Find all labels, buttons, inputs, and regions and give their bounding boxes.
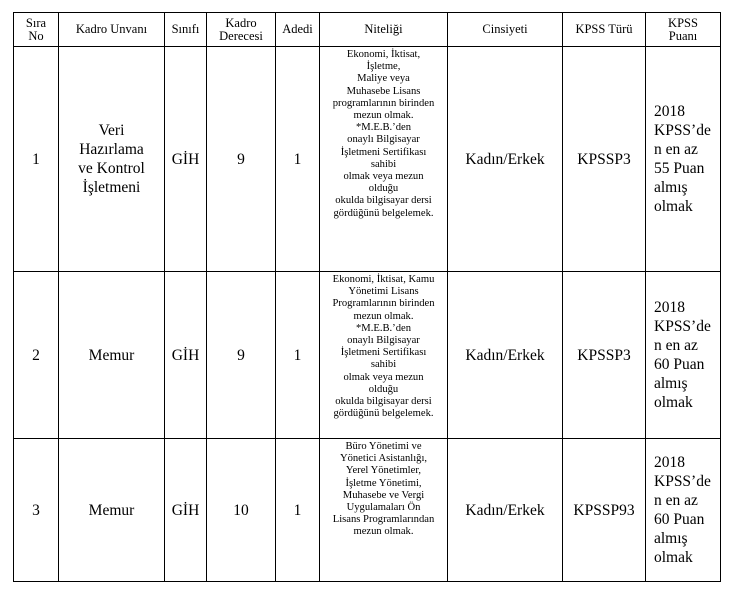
- header-row: [14, 13, 721, 47]
- cell-kadro-derecesi: 9: [207, 272, 276, 439]
- cell-niteligi: Büro Yönetimi ve Yönetici Asistanlığı, Yerel Yönetimler, İşletme Yönetimi, Muhasebe ve Vergi Uygulamaları Ön Lisans Programlarından mezun olmak.: [320, 439, 448, 582]
- table-row: [14, 47, 721, 272]
- cell-sira-no: 3: [14, 439, 59, 582]
- header-sinifi: Sınıfı: [165, 13, 207, 47]
- table-row: [14, 439, 721, 582]
- cell-kpss-turu: KPSSP93: [563, 439, 646, 582]
- cell-sinifi: GİH: [165, 47, 207, 272]
- cell-kadro-unvani: Memur: [59, 439, 165, 582]
- cell-kpss-puani: 2018 KPSS’de n en az 60 Puan almış olmak: [646, 439, 721, 582]
- cell-kadro-derecesi: 9: [207, 47, 276, 272]
- cell-adedi: 1: [276, 272, 320, 439]
- header-cinsiyeti: Cinsiyeti: [448, 13, 563, 47]
- table-row: [14, 272, 721, 439]
- cell-kpss-puani: 2018 KPSS’de n en az 55 Puan almış olmak: [646, 47, 721, 272]
- cell-kadro-unvani: Memur: [59, 272, 165, 439]
- cell-kadro-derecesi: 10: [207, 439, 276, 582]
- cell-cinsiyeti: Kadın/Erkek: [448, 47, 563, 272]
- header-kpss-turu: KPSS Türü: [563, 13, 646, 47]
- header-sira-no: Sıra No: [14, 13, 59, 47]
- header-niteligi: Niteliği: [320, 13, 448, 47]
- cell-kpss-puani: 2018 KPSS’de n en az 60 Puan almış olmak: [646, 272, 721, 439]
- header-adedi: Adedi: [276, 13, 320, 47]
- cell-sira-no: 1: [14, 47, 59, 272]
- cell-cinsiyeti: Kadın/Erkek: [448, 439, 563, 582]
- cell-kpss-turu: KPSSP3: [563, 47, 646, 272]
- cell-sinifi: GİH: [165, 272, 207, 439]
- cell-sira-no: 2: [14, 272, 59, 439]
- cell-niteligi: Ekonomi, İktisat, Kamu Yönetimi Lisans Programlarının birinden mezun olmak. *M.E.B.’den onaylı Bilgisayar İşletmeni Sertifikası sahibi olmak veya mezun olduğu okulda bilgisayar dersi gördüğünü belgelemek.: [320, 272, 448, 439]
- header-kadro-derecesi: Kadro Derecesi: [207, 13, 276, 47]
- header-kpss-puani: KPSS Puanı: [646, 13, 721, 47]
- cell-kpss-turu: KPSSP3: [563, 272, 646, 439]
- cell-adedi: 1: [276, 439, 320, 582]
- cell-sinifi: GİH: [165, 439, 207, 582]
- cell-kadro-unvani: Veri Hazırlama ve Kontrol İşletmeni: [59, 47, 165, 272]
- positions-table: [13, 12, 721, 582]
- header-kadro-unvani: Kadro Unvanı: [59, 13, 165, 47]
- cell-adedi: 1: [276, 47, 320, 272]
- cell-niteligi: Ekonomi, İktisat, İşletme, Maliye veya Muhasebe Lisans programlarının birinden mezun olmak. *M.E.B.’den onaylı Bilgisayar İşletmeni Sertifikası sahibi olmak veya mezun olduğu okulda bilgisayar dersi gördüğünü belgelemek.: [320, 47, 448, 272]
- cell-cinsiyeti: Kadın/Erkek: [448, 272, 563, 439]
